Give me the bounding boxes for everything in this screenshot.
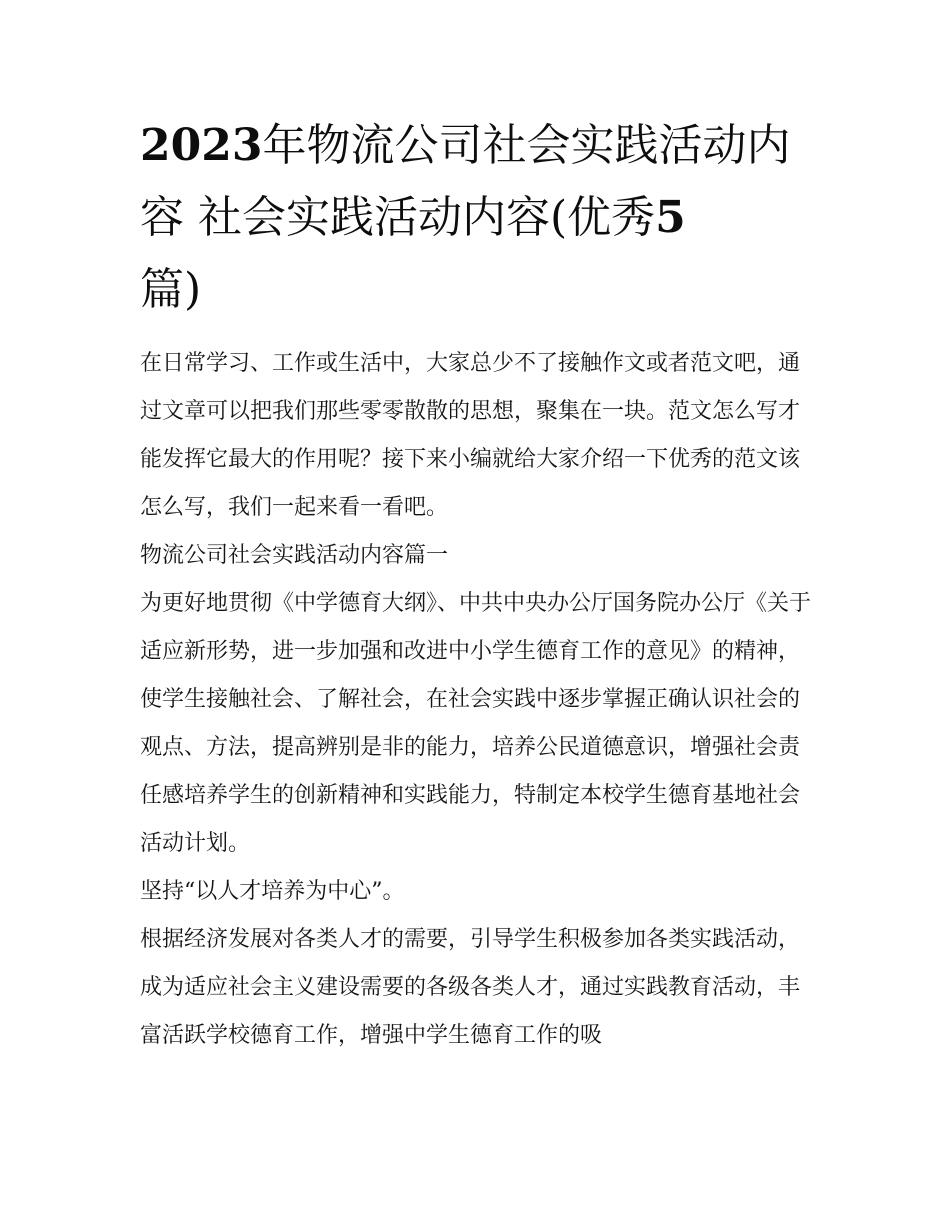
document-content [140,110,812,1060]
title-count: 5 [655,192,686,243]
body-paragraph: 根据经济发展对各类人才的需要，引导学生积极参加各类实践活动，成为适应社会主义建设需要的各级各类人才，通过实践教育活动，丰富活跃学校德育工作，增强中学生德育工作的吸 [140,927,801,1048]
intro-paragraph: 在日常学习、工作或生活中，大家总少不了接触作文或者范文吧，通过文章可以把我们那些零零散散的思想，聚集在一块。范文怎么写才能发挥它最大的作用呢？接下来小编就给大家介绍一下优秀的范文该怎么写，我们一起来看一看吧。 [140,351,801,520]
section-heading: 物流公司社会实践活动内容篇一 [140,543,449,568]
title-main: 年物流公司社会实践活动内容 社会实践活动内容(优秀 [140,120,791,243]
title-suffix: 篇) [140,264,202,315]
principle-paragraph: 坚持“以人才培养为中心”。 [140,879,405,904]
body-paragraph: 为更好地贯彻《中学德育大纲》、中共中央办公厅国务院办公厅《关于适应新形势，进一步加强和改进中小学生德育工作的意见》的精神，使学生接触社会、了解社会，在社会实践中逐步掌握正确认识社会的观点、方法，提高辨别是非的能力，培养公民道德意识，增强社会责任感培养学生的创新精神和实践能力，特制定本校学生德育基地社会活动计划。 [140,591,812,856]
title-year: 2023 [140,120,263,171]
document-title [140,110,812,326]
